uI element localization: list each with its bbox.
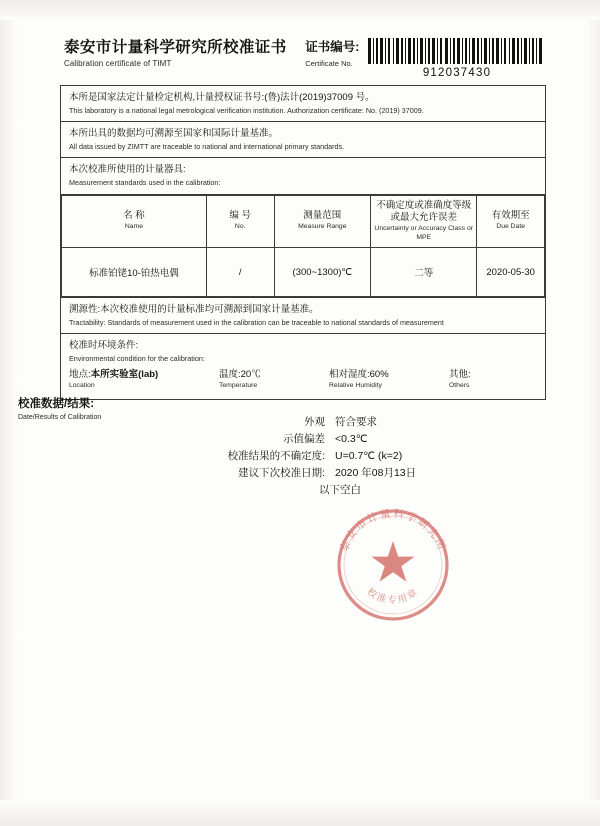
statement-traceable-data-cn: 本所出具的数据均可溯源至国家和国际计量基准。 bbox=[69, 128, 279, 140]
scan-edge-top bbox=[0, 0, 600, 20]
column-header-name-cn: 名 称 bbox=[123, 210, 145, 222]
certificate-header bbox=[60, 38, 546, 85]
certificate-number-label-cn: 证书编号: bbox=[305, 40, 360, 54]
result-appearance-row bbox=[175, 414, 505, 431]
cell-standard-uncertainty: 二等 bbox=[371, 248, 477, 297]
environment-location-value: 本所实验室(lab) bbox=[90, 368, 159, 380]
environment-field-location bbox=[69, 369, 219, 391]
result-appearance-value: 符合要求 bbox=[335, 416, 377, 428]
statement-authorization bbox=[61, 86, 545, 122]
result-end-note: 以下空白 bbox=[319, 484, 361, 496]
certificate-number-group bbox=[368, 38, 546, 79]
table-header-row bbox=[62, 195, 545, 248]
result-appearance-label: 外观 bbox=[304, 416, 325, 428]
traceability-statement-en: Tractability: Standards of measurement used in the calibration can be traceable to national standards of measurement bbox=[69, 318, 444, 328]
column-header-range-en: Measure Range bbox=[298, 223, 347, 231]
environment-temperature-label: 温度: bbox=[219, 368, 241, 380]
environment-humidity-label-en: Relative Humidity bbox=[329, 382, 382, 390]
column-header-uncertainty bbox=[371, 195, 477, 248]
statement-standards-used-en: Measurement standards used in the calibration: bbox=[69, 178, 221, 188]
result-uncertainty-label: 校准结果的不确定度: bbox=[227, 450, 325, 462]
column-header-name bbox=[62, 195, 207, 248]
barcode-icon bbox=[368, 38, 544, 64]
result-uncertainty-value: U=0.7℃ (k=2) bbox=[335, 450, 403, 462]
certificate-title-cn: 泰安市计量科学研究所校准证书 bbox=[64, 39, 287, 56]
certificate-body bbox=[60, 38, 546, 400]
column-header-due-en: Due Date bbox=[496, 223, 526, 231]
result-deviation-value: <0.3℃ bbox=[335, 433, 368, 445]
standards-table-wrap bbox=[61, 195, 545, 299]
results-heading-cn: 校准数据/结果: bbox=[18, 398, 95, 410]
column-header-uncertainty-en: Uncertainty or Accuracy Class or MPE bbox=[374, 225, 474, 241]
svg-text:校准专用章: 校准专用章 bbox=[364, 586, 422, 606]
column-header-uncertainty-cn: 不确定度或准确度等级或最大允许误差 bbox=[376, 199, 472, 223]
column-header-no-en: No. bbox=[234, 223, 246, 231]
certificate-number-value: 912037430 bbox=[422, 67, 492, 79]
environment-others-label: 其他: bbox=[449, 368, 471, 380]
cell-standard-no: / bbox=[206, 248, 274, 297]
column-header-no-cn: 编 号 bbox=[229, 210, 252, 222]
traceability-statement bbox=[61, 298, 545, 334]
result-next-calibration-label: 建议下次校准日期: bbox=[238, 467, 325, 479]
environment-field-humidity bbox=[329, 369, 449, 391]
environment-humidity-value: 60% bbox=[369, 368, 389, 380]
scan-edge-right bbox=[586, 0, 600, 826]
statement-authorization-en: This laboratory is a national legal metrological verification institution. Authorization certificate: No. (2019) 37009. bbox=[69, 105, 424, 115]
environment-heading-cn: 校准时环境条件: bbox=[69, 340, 139, 352]
certificate-frame bbox=[60, 85, 546, 400]
standards-table bbox=[61, 195, 545, 298]
environment-location-label: 地点: bbox=[69, 368, 91, 380]
svg-text:泰安市计量科学研究所: 泰安市计量科学研究所 bbox=[338, 507, 448, 554]
cell-standard-name: 标准铂铑10-铂热电偶 bbox=[62, 248, 207, 297]
statement-authorization-cn: 本所是国家法定计量检定机构,计量授权证书号:(鲁)法计(2019)37009 号。 bbox=[69, 92, 375, 103]
traceability-statement-cn: 溯源性:本次校准使用的计量标准均可溯源到国家计量基准。 bbox=[69, 304, 319, 316]
environment-field-others bbox=[449, 369, 529, 391]
column-header-name-en: Name bbox=[124, 223, 144, 231]
scan-edge-left bbox=[0, 0, 18, 826]
column-header-range bbox=[274, 195, 371, 248]
environment-heading bbox=[61, 334, 545, 399]
cell-standard-range: (300~1300)℃ bbox=[274, 248, 371, 297]
certificate-title-group bbox=[60, 38, 287, 68]
results-heading-en: Date/Results of Calibration bbox=[18, 413, 102, 421]
column-header-range-cn: 测量范围 bbox=[303, 210, 342, 222]
environment-temperature-value: 20℃ bbox=[240, 368, 261, 380]
environment-others-label-en: Others bbox=[449, 382, 470, 390]
certificate-number-label-group bbox=[295, 38, 359, 68]
results-heading bbox=[18, 398, 101, 421]
result-deviation-label: 示值偏差 bbox=[283, 433, 325, 445]
statement-standards-used-cn: 本次校准所使用的计量器具: bbox=[69, 164, 186, 176]
environment-temperature-label-en: Temperature bbox=[219, 382, 258, 390]
cell-standard-due-date: 2020-05-30 bbox=[477, 248, 545, 297]
environment-fields bbox=[69, 365, 537, 397]
environment-location-label-en: Location bbox=[69, 382, 95, 390]
statement-standards-used bbox=[61, 158, 545, 194]
scan-edge-bottom bbox=[0, 800, 600, 826]
table-row bbox=[62, 248, 545, 297]
result-next-calibration-value: 2020 年08月13日 bbox=[335, 467, 417, 479]
certificate-title-en: Calibration certificate of TIMT bbox=[64, 59, 172, 69]
statement-traceable-data-en: All data issued by ZIMTT are traceable to national and international primary standards. bbox=[69, 141, 345, 151]
column-header-due-cn: 有效期至 bbox=[491, 210, 530, 222]
result-next-calibration-row bbox=[175, 465, 505, 482]
result-deviation-row bbox=[175, 431, 505, 448]
result-uncertainty-row bbox=[175, 448, 505, 465]
environment-field-temperature bbox=[219, 369, 329, 391]
environment-heading-en: Environmental condition for the calibration: bbox=[69, 354, 205, 364]
environment-humidity-label: 相对湿度: bbox=[329, 368, 370, 380]
results-content bbox=[175, 414, 505, 499]
round-red-stamp-icon bbox=[325, 497, 461, 633]
certificate-number-label-en: Certificate No. bbox=[305, 58, 353, 68]
statement-traceable-data bbox=[61, 122, 545, 158]
column-header-no bbox=[206, 195, 274, 248]
column-header-due bbox=[477, 195, 545, 248]
